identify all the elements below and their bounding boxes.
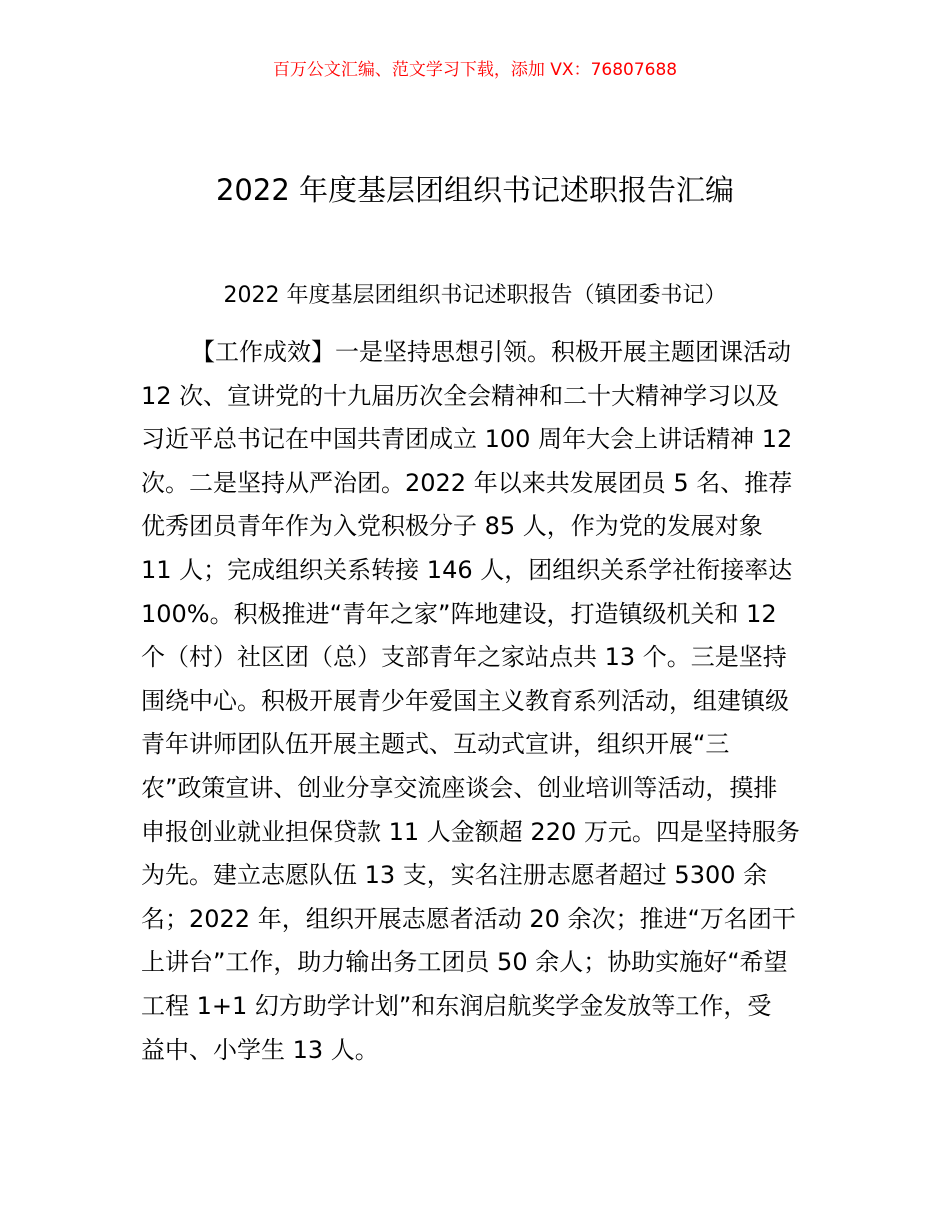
paragraph-line: 围绕中心。积极开展青少年爱国主义教育系列活动，组建镇级 (141, 686, 789, 715)
section-title: 2022 年度基层团组织书记述职报告（镇团委书记） (223, 283, 727, 308)
paragraph-line: 优秀团员青年作为入党积极分子 85 人，作为党的发展对象 (141, 512, 763, 541)
paragraph-line: 个（村）社区团（总）支部青年之家站点共 13 个。三是坚持 (141, 643, 787, 672)
promo-header-note: 百万公文汇编、范文学习下载，添加 VX：76807688 (272, 60, 678, 80)
report-paragraph (141, 331, 811, 1072)
paragraph-line: 12 次、宣讲党的十九届历次全会精神和二十大精神学习以及 (141, 381, 780, 410)
paragraph-line: 次。二是坚持从严治团。2022 年以来共发展团员 5 名、推荐 (141, 468, 793, 497)
paragraph-line: 工程 1+1 幻方助学计划”和东润启航奖学金发放等工作，受 (141, 991, 772, 1020)
paragraph-line: 上讲台”工作，助力输出务工团员 50 余人；协助实施好“希望 (141, 948, 788, 977)
paragraph-line: 益中、小学生 13 人。 (141, 1035, 379, 1064)
paragraph-line: 名；2022 年，组织开展志愿者活动 20 余次；推进“万名团干 (141, 904, 796, 933)
paragraph-line: 青年讲师团队伍开展主题式、互动式宣讲，组织开展“三 (141, 730, 730, 759)
paragraph-line: 11 人；完成组织关系转接 146 人，团组织关系学社衔接率达 (141, 555, 793, 584)
paragraph-line: 【工作成效】一是坚持思想引领。积极开展主题团课活动 (191, 338, 791, 366)
paragraph-line: 100%。积极推进“青年之家”阵地建设，打造镇级机关和 12 (141, 599, 777, 628)
paragraph-line: 习近平总书记在中国共青团成立 100 周年大会上讲话精神 12 (141, 425, 793, 454)
paragraph-line: 为先。建立志愿队伍 13 支，实名注册志愿者超过 5300 余 (141, 861, 768, 890)
paragraph-line: 农”政策宣讲、创业分享交流座谈会、创业培训等活动，摸排 (141, 773, 778, 802)
paragraph-line: 申报创业就业担保贷款 11 人金额超 220 万元。四是坚持服务 (141, 817, 800, 846)
document-title: 2022 年度基层团组织书记述职报告汇编 (215, 173, 735, 207)
